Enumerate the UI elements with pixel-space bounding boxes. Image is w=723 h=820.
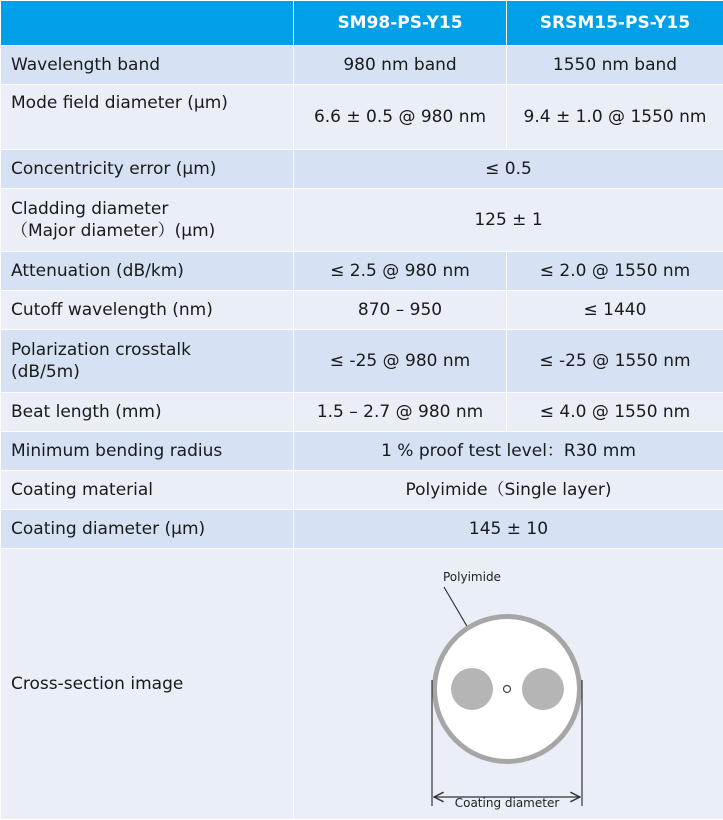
row-value-sm98: 980 nm band [294, 46, 507, 85]
row-label: Attenuation (dB/km) [1, 252, 294, 291]
row-value-srsm15: ≤ 1440 [507, 291, 723, 330]
row-label: Beat length (mm) [1, 393, 294, 432]
row-label-line1: Polarization crosstalk [11, 340, 191, 360]
row-label [1, 189, 294, 252]
row-label: Cutoff wavelength (nm) [1, 291, 294, 330]
row-cutoff-wavelength [1, 291, 723, 330]
row-min-bending-radius [1, 432, 723, 471]
stress-rod-right [522, 668, 564, 710]
row-label: Coating material [1, 471, 294, 510]
row-value-sm98: ≤ -25 @ 980 nm [294, 330, 507, 393]
row-value-srsm15: ≤ 2.0 @ 1550 nm [507, 252, 723, 291]
row-value-sm98: ≤ 2.5 @ 980 nm [294, 252, 507, 291]
row-cross-section-image [1, 549, 723, 820]
row-label: Coating diameter (μm) [1, 510, 294, 549]
row-coating-material [1, 471, 723, 510]
row-value-shared: Polyimide（Single layer) [294, 471, 723, 510]
header-row [1, 1, 723, 46]
row-value-srsm15: ≤ -25 @ 1550 nm [507, 330, 723, 393]
polyimide-label: Polyimide [443, 570, 501, 584]
row-concentricity-error [1, 150, 723, 189]
row-polarization-crosstalk [1, 330, 723, 393]
header-sm98: SM98-PS-Y15 [294, 1, 507, 46]
row-value-sm98: 6.6 ± 0.5 @ 980 nm [294, 85, 507, 150]
row-label-line1: Cladding diameter [11, 199, 169, 219]
fiber-cross-section-diagram [294, 550, 723, 818]
row-label: Mode field diameter (μm) [1, 85, 294, 150]
row-value-srsm15: ≤ 4.0 @ 1550 nm [507, 393, 723, 432]
row-coating-diameter [1, 510, 723, 549]
row-label [1, 330, 294, 393]
stress-rod-left [451, 668, 493, 710]
row-value-shared: 1 % proof test level：R30 mm [294, 432, 723, 471]
coating-diameter-label: Coating diameter [454, 796, 560, 810]
header-blank-cell [1, 1, 294, 46]
row-value-srsm15: 1550 nm band [507, 46, 723, 85]
row-label: Cross-section image [1, 549, 294, 820]
row-label: Minimum bending radius [1, 432, 294, 471]
row-value-shared: 125 ± 1 [294, 189, 723, 252]
row-value-shared: ≤ 0.5 [294, 150, 723, 189]
row-value-shared: 145 ± 10 [294, 510, 723, 549]
row-mode-field-diameter [1, 85, 723, 150]
row-label: Concentricity error (μm) [1, 150, 294, 189]
row-label-line2: (dB/5m) [11, 362, 80, 382]
row-label-line2: （Major diameter）(μm) [11, 221, 216, 241]
cross-section-cell [294, 549, 723, 820]
row-value-srsm15: 9.4 ± 1.0 @ 1550 nm [507, 85, 723, 150]
row-wavelength-band [1, 46, 723, 85]
row-cladding-diameter [1, 189, 723, 252]
row-attenuation [1, 252, 723, 291]
core-circle [504, 686, 511, 693]
row-beat-length [1, 393, 723, 432]
row-label: Wavelength band [1, 46, 294, 85]
polyimide-leader-line [444, 587, 468, 628]
row-value-sm98: 1.5 – 2.7 @ 980 nm [294, 393, 507, 432]
row-value-sm98: 870 – 950 [294, 291, 507, 330]
header-srsm15: SRSM15-PS-Y15 [507, 1, 723, 46]
